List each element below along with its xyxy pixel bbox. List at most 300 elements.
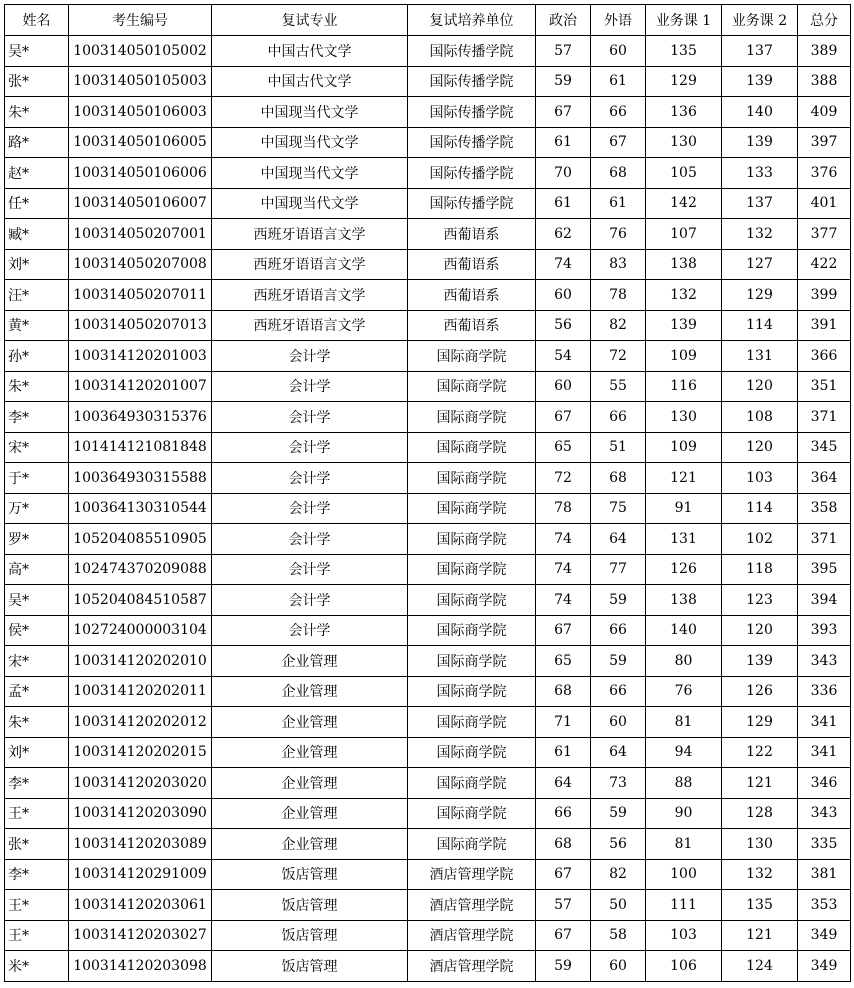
- table-row: [5, 158, 851, 189]
- cell-course-1: 109: [646, 341, 722, 372]
- cell-course-2: 139: [722, 646, 798, 677]
- table-row: [5, 36, 851, 67]
- cell-total: 394: [798, 585, 851, 616]
- cell-major: 中国古代文学: [212, 36, 408, 67]
- cell-name: 张*: [5, 829, 69, 860]
- cell-foreign-language: 67: [591, 127, 646, 158]
- cell-course-1: 90: [646, 798, 722, 829]
- table-row: [5, 737, 851, 768]
- cell-name: 吴*: [5, 585, 69, 616]
- cell-total: 381: [798, 859, 851, 890]
- cell-name: 罗*: [5, 524, 69, 555]
- cell-major: 会计学: [212, 493, 408, 524]
- cell-course-1: 121: [646, 463, 722, 494]
- cell-course-1: 81: [646, 707, 722, 738]
- cell-major: 企业管理: [212, 676, 408, 707]
- cell-major: 会计学: [212, 615, 408, 646]
- cell-politics: 60: [536, 280, 591, 311]
- cell-total: 336: [798, 676, 851, 707]
- cell-course-2: 126: [722, 676, 798, 707]
- cell-politics: 67: [536, 859, 591, 890]
- header-politics: 政治: [536, 5, 591, 36]
- cell-course-2: 132: [722, 219, 798, 250]
- cell-candidate-id: 100314120203098: [69, 951, 212, 982]
- cell-unit: 国际商学院: [408, 829, 536, 860]
- cell-course-1: 91: [646, 493, 722, 524]
- cell-politics: 71: [536, 707, 591, 738]
- cell-course-2: 127: [722, 249, 798, 280]
- cell-course-2: 131: [722, 341, 798, 372]
- cell-major: 西班牙语语言文学: [212, 249, 408, 280]
- cell-politics: 54: [536, 341, 591, 372]
- cell-name: 路*: [5, 127, 69, 158]
- cell-candidate-id: 100314050106007: [69, 188, 212, 219]
- header-unit: 复试培养单位: [408, 5, 536, 36]
- cell-total: 395: [798, 554, 851, 585]
- cell-course-1: 138: [646, 585, 722, 616]
- cell-foreign-language: 50: [591, 890, 646, 921]
- cell-foreign-language: 72: [591, 341, 646, 372]
- cell-foreign-language: 61: [591, 66, 646, 97]
- cell-candidate-id: 101414121081848: [69, 432, 212, 463]
- cell-course-1: 80: [646, 646, 722, 677]
- cell-name: 朱*: [5, 371, 69, 402]
- cell-politics: 56: [536, 310, 591, 341]
- cell-foreign-language: 56: [591, 829, 646, 860]
- cell-major: 会计学: [212, 463, 408, 494]
- cell-unit: 国际传播学院: [408, 36, 536, 67]
- table-row: [5, 280, 851, 311]
- cell-unit: 西葡语系: [408, 249, 536, 280]
- cell-candidate-id: 100314120203020: [69, 768, 212, 799]
- table-row: [5, 798, 851, 829]
- cell-unit: 国际商学院: [408, 737, 536, 768]
- cell-course-1: 81: [646, 829, 722, 860]
- cell-course-1: 116: [646, 371, 722, 402]
- cell-candidate-id: 100314050105002: [69, 36, 212, 67]
- cell-course-1: 126: [646, 554, 722, 585]
- cell-foreign-language: 78: [591, 280, 646, 311]
- cell-total: 341: [798, 707, 851, 738]
- cell-foreign-language: 55: [591, 371, 646, 402]
- cell-total: 364: [798, 463, 851, 494]
- cell-politics: 67: [536, 615, 591, 646]
- cell-course-2: 128: [722, 798, 798, 829]
- cell-name: 朱*: [5, 707, 69, 738]
- cell-foreign-language: 68: [591, 158, 646, 189]
- cell-unit: 国际商学院: [408, 615, 536, 646]
- cell-name: 于*: [5, 463, 69, 494]
- cell-major: 饭店管理: [212, 951, 408, 982]
- cell-major: 企业管理: [212, 829, 408, 860]
- cell-foreign-language: 51: [591, 432, 646, 463]
- cell-foreign-language: 60: [591, 707, 646, 738]
- cell-course-1: 111: [646, 890, 722, 921]
- header-major: 复试专业: [212, 5, 408, 36]
- table-row: [5, 341, 851, 372]
- cell-unit: 国际商学院: [408, 371, 536, 402]
- cell-unit: 国际传播学院: [408, 158, 536, 189]
- cell-candidate-id: 100314050207001: [69, 219, 212, 250]
- cell-course-2: 108: [722, 402, 798, 433]
- cell-total: 401: [798, 188, 851, 219]
- cell-foreign-language: 60: [591, 36, 646, 67]
- cell-politics: 60: [536, 371, 591, 402]
- cell-unit: 国际传播学院: [408, 127, 536, 158]
- cell-total: 422: [798, 249, 851, 280]
- cell-major: 中国现当代文学: [212, 158, 408, 189]
- cell-course-1: 107: [646, 219, 722, 250]
- cell-unit: 西葡语系: [408, 280, 536, 311]
- cell-total: 358: [798, 493, 851, 524]
- cell-foreign-language: 76: [591, 219, 646, 250]
- cell-candidate-id: 100314120203090: [69, 798, 212, 829]
- cell-name: 万*: [5, 493, 69, 524]
- cell-name: 张*: [5, 66, 69, 97]
- cell-unit: 国际商学院: [408, 463, 536, 494]
- cell-foreign-language: 75: [591, 493, 646, 524]
- cell-course-1: 94: [646, 737, 722, 768]
- cell-unit: 国际商学院: [408, 554, 536, 585]
- table-row: [5, 432, 851, 463]
- cell-course-1: 139: [646, 310, 722, 341]
- cell-major: 会计学: [212, 585, 408, 616]
- cell-politics: 64: [536, 768, 591, 799]
- cell-course-1: 76: [646, 676, 722, 707]
- cell-name: 李*: [5, 859, 69, 890]
- cell-major: 西班牙语语言文学: [212, 219, 408, 250]
- cell-course-2: 137: [722, 188, 798, 219]
- cell-politics: 78: [536, 493, 591, 524]
- cell-total: 366: [798, 341, 851, 372]
- cell-foreign-language: 64: [591, 737, 646, 768]
- cell-unit: 酒店管理学院: [408, 859, 536, 890]
- table-row: [5, 524, 851, 555]
- cell-course-1: 106: [646, 951, 722, 982]
- cell-candidate-id: 100314120202010: [69, 646, 212, 677]
- cell-major: 企业管理: [212, 798, 408, 829]
- cell-politics: 68: [536, 676, 591, 707]
- cell-candidate-id: 100314120203089: [69, 829, 212, 860]
- header-course-2: 业务课 2: [722, 5, 798, 36]
- cell-course-2: 103: [722, 463, 798, 494]
- cell-politics: 62: [536, 219, 591, 250]
- cell-total: 343: [798, 646, 851, 677]
- cell-course-1: 109: [646, 432, 722, 463]
- cell-name: 李*: [5, 768, 69, 799]
- header-course-1: 业务课 1: [646, 5, 722, 36]
- cell-course-2: 129: [722, 280, 798, 311]
- cell-politics: 68: [536, 829, 591, 860]
- cell-name: 高*: [5, 554, 69, 585]
- cell-course-2: 132: [722, 859, 798, 890]
- cell-major: 中国现当代文学: [212, 188, 408, 219]
- cell-name: 宋*: [5, 432, 69, 463]
- cell-major: 西班牙语语言文学: [212, 280, 408, 311]
- cell-major: 会计学: [212, 341, 408, 372]
- cell-foreign-language: 58: [591, 920, 646, 951]
- cell-total: 341: [798, 737, 851, 768]
- cell-candidate-id: 100314120291009: [69, 859, 212, 890]
- cell-major: 饭店管理: [212, 920, 408, 951]
- cell-course-2: 137: [722, 36, 798, 67]
- cell-course-2: 114: [722, 493, 798, 524]
- cell-unit: 酒店管理学院: [408, 890, 536, 921]
- cell-course-2: 120: [722, 432, 798, 463]
- table-row: [5, 188, 851, 219]
- cell-name: 米*: [5, 951, 69, 982]
- cell-name: 刘*: [5, 737, 69, 768]
- cell-course-2: 122: [722, 737, 798, 768]
- cell-politics: 59: [536, 66, 591, 97]
- cell-course-2: 121: [722, 768, 798, 799]
- cell-total: 343: [798, 798, 851, 829]
- cell-unit: 国际传播学院: [408, 66, 536, 97]
- cell-name: 刘*: [5, 249, 69, 280]
- table-row: [5, 920, 851, 951]
- cell-name: 孟*: [5, 676, 69, 707]
- cell-total: 391: [798, 310, 851, 341]
- cell-candidate-id: 100364930315376: [69, 402, 212, 433]
- cell-major: 企业管理: [212, 707, 408, 738]
- cell-major: 中国古代文学: [212, 66, 408, 97]
- cell-course-2: 130: [722, 829, 798, 860]
- cell-foreign-language: 59: [591, 798, 646, 829]
- cell-course-2: 124: [722, 951, 798, 982]
- table-row: [5, 402, 851, 433]
- cell-major: 企业管理: [212, 646, 408, 677]
- cell-candidate-id: 100314050105003: [69, 66, 212, 97]
- cell-name: 臧*: [5, 219, 69, 250]
- cell-politics: 74: [536, 554, 591, 585]
- cell-total: 346: [798, 768, 851, 799]
- cell-total: 376: [798, 158, 851, 189]
- cell-foreign-language: 82: [591, 859, 646, 890]
- cell-major: 企业管理: [212, 737, 408, 768]
- table-row: [5, 890, 851, 921]
- cell-course-1: 140: [646, 615, 722, 646]
- cell-major: 企业管理: [212, 768, 408, 799]
- table-row: [5, 829, 851, 860]
- cell-name: 李*: [5, 402, 69, 433]
- table-row: [5, 463, 851, 494]
- cell-unit: 国际商学院: [408, 402, 536, 433]
- cell-total: 399: [798, 280, 851, 311]
- cell-candidate-id: 100364130310544: [69, 493, 212, 524]
- cell-candidate-id: 102724000003104: [69, 615, 212, 646]
- cell-name: 任*: [5, 188, 69, 219]
- table-row: [5, 66, 851, 97]
- cell-candidate-id: 100314050207008: [69, 249, 212, 280]
- cell-candidate-id: 100314120201007: [69, 371, 212, 402]
- cell-politics: 74: [536, 585, 591, 616]
- cell-candidate-id: 100314120202012: [69, 707, 212, 738]
- cell-total: 389: [798, 36, 851, 67]
- table-row: [5, 493, 851, 524]
- cell-candidate-id: 100314120203027: [69, 920, 212, 951]
- cell-unit: 国际商学院: [408, 646, 536, 677]
- table-row: [5, 859, 851, 890]
- cell-name: 孙*: [5, 341, 69, 372]
- cell-candidate-id: 102474370209088: [69, 554, 212, 585]
- score-table: [4, 4, 851, 982]
- cell-course-1: 103: [646, 920, 722, 951]
- cell-name: 赵*: [5, 158, 69, 189]
- table-row: [5, 127, 851, 158]
- table-row: [5, 768, 851, 799]
- cell-candidate-id: 100314120202011: [69, 676, 212, 707]
- cell-politics: 61: [536, 188, 591, 219]
- table-row: [5, 310, 851, 341]
- cell-foreign-language: 83: [591, 249, 646, 280]
- cell-unit: 酒店管理学院: [408, 920, 536, 951]
- cell-course-2: 135: [722, 890, 798, 921]
- cell-name: 吴*: [5, 36, 69, 67]
- cell-unit: 国际商学院: [408, 524, 536, 555]
- cell-candidate-id: 105204085510905: [69, 524, 212, 555]
- cell-foreign-language: 59: [591, 585, 646, 616]
- cell-total: 353: [798, 890, 851, 921]
- cell-major: 饭店管理: [212, 890, 408, 921]
- cell-course-2: 129: [722, 707, 798, 738]
- header-foreign-language: 外语: [591, 5, 646, 36]
- cell-total: 409: [798, 97, 851, 128]
- cell-politics: 67: [536, 920, 591, 951]
- cell-politics: 57: [536, 890, 591, 921]
- cell-total: 393: [798, 615, 851, 646]
- cell-name: 王*: [5, 798, 69, 829]
- cell-candidate-id: 100314050106003: [69, 97, 212, 128]
- cell-total: 388: [798, 66, 851, 97]
- cell-unit: 国际商学院: [408, 493, 536, 524]
- cell-total: 397: [798, 127, 851, 158]
- cell-foreign-language: 77: [591, 554, 646, 585]
- cell-course-1: 100: [646, 859, 722, 890]
- cell-course-2: 123: [722, 585, 798, 616]
- cell-politics: 65: [536, 432, 591, 463]
- cell-course-1: 135: [646, 36, 722, 67]
- table-row: [5, 646, 851, 677]
- cell-unit: 国际商学院: [408, 768, 536, 799]
- cell-foreign-language: 61: [591, 188, 646, 219]
- cell-foreign-language: 82: [591, 310, 646, 341]
- cell-course-1: 130: [646, 127, 722, 158]
- cell-politics: 67: [536, 402, 591, 433]
- cell-politics: 72: [536, 463, 591, 494]
- cell-course-1: 129: [646, 66, 722, 97]
- cell-foreign-language: 59: [591, 646, 646, 677]
- cell-course-2: 114: [722, 310, 798, 341]
- cell-name: 侯*: [5, 615, 69, 646]
- cell-total: 377: [798, 219, 851, 250]
- cell-unit: 国际商学院: [408, 585, 536, 616]
- table-body: [5, 36, 851, 982]
- cell-politics: 61: [536, 737, 591, 768]
- cell-course-1: 130: [646, 402, 722, 433]
- cell-course-2: 140: [722, 97, 798, 128]
- cell-total: 371: [798, 524, 851, 555]
- cell-candidate-id: 100314050207011: [69, 280, 212, 311]
- table-header-row: [5, 5, 851, 36]
- table-row: [5, 554, 851, 585]
- header-candidate-id: 考生编号: [69, 5, 212, 36]
- cell-course-1: 132: [646, 280, 722, 311]
- cell-major: 会计学: [212, 524, 408, 555]
- cell-course-2: 120: [722, 371, 798, 402]
- table-row: [5, 97, 851, 128]
- header-total: 总分: [798, 5, 851, 36]
- cell-candidate-id: 105204084510587: [69, 585, 212, 616]
- cell-foreign-language: 60: [591, 951, 646, 982]
- cell-major: 饭店管理: [212, 859, 408, 890]
- cell-course-1: 136: [646, 97, 722, 128]
- cell-unit: 酒店管理学院: [408, 951, 536, 982]
- cell-candidate-id: 100314050106005: [69, 127, 212, 158]
- cell-course-1: 142: [646, 188, 722, 219]
- cell-politics: 59: [536, 951, 591, 982]
- cell-major: 会计学: [212, 554, 408, 585]
- cell-name: 王*: [5, 890, 69, 921]
- cell-unit: 国际商学院: [408, 707, 536, 738]
- cell-unit: 国际商学院: [408, 432, 536, 463]
- cell-foreign-language: 66: [591, 402, 646, 433]
- cell-unit: 国际传播学院: [408, 97, 536, 128]
- cell-name: 朱*: [5, 97, 69, 128]
- cell-foreign-language: 64: [591, 524, 646, 555]
- cell-politics: 57: [536, 36, 591, 67]
- cell-foreign-language: 73: [591, 768, 646, 799]
- cell-candidate-id: 100314050106006: [69, 158, 212, 189]
- cell-major: 会计学: [212, 402, 408, 433]
- cell-politics: 65: [536, 646, 591, 677]
- cell-foreign-language: 66: [591, 615, 646, 646]
- cell-course-2: 139: [722, 66, 798, 97]
- cell-course-2: 120: [722, 615, 798, 646]
- cell-politics: 61: [536, 127, 591, 158]
- cell-course-1: 138: [646, 249, 722, 280]
- cell-course-2: 139: [722, 127, 798, 158]
- cell-major: 中国现当代文学: [212, 97, 408, 128]
- cell-course-1: 105: [646, 158, 722, 189]
- cell-unit: 西葡语系: [408, 310, 536, 341]
- cell-candidate-id: 100314120203061: [69, 890, 212, 921]
- cell-candidate-id: 100314120202015: [69, 737, 212, 768]
- cell-unit: 国际商学院: [408, 676, 536, 707]
- cell-major: 会计学: [212, 432, 408, 463]
- table-row: [5, 951, 851, 982]
- table-row: [5, 585, 851, 616]
- cell-candidate-id: 100364930315588: [69, 463, 212, 494]
- cell-major: 会计学: [212, 371, 408, 402]
- cell-foreign-language: 68: [591, 463, 646, 494]
- cell-politics: 67: [536, 97, 591, 128]
- cell-course-1: 131: [646, 524, 722, 555]
- table-row: [5, 676, 851, 707]
- cell-name: 宋*: [5, 646, 69, 677]
- table-row: [5, 371, 851, 402]
- table-row: [5, 249, 851, 280]
- cell-foreign-language: 66: [591, 97, 646, 128]
- cell-foreign-language: 66: [591, 676, 646, 707]
- cell-course-2: 118: [722, 554, 798, 585]
- cell-major: 中国现当代文学: [212, 127, 408, 158]
- cell-politics: 74: [536, 524, 591, 555]
- table-row: [5, 615, 851, 646]
- cell-politics: 70: [536, 158, 591, 189]
- cell-politics: 66: [536, 798, 591, 829]
- cell-course-2: 102: [722, 524, 798, 555]
- cell-name: 汪*: [5, 280, 69, 311]
